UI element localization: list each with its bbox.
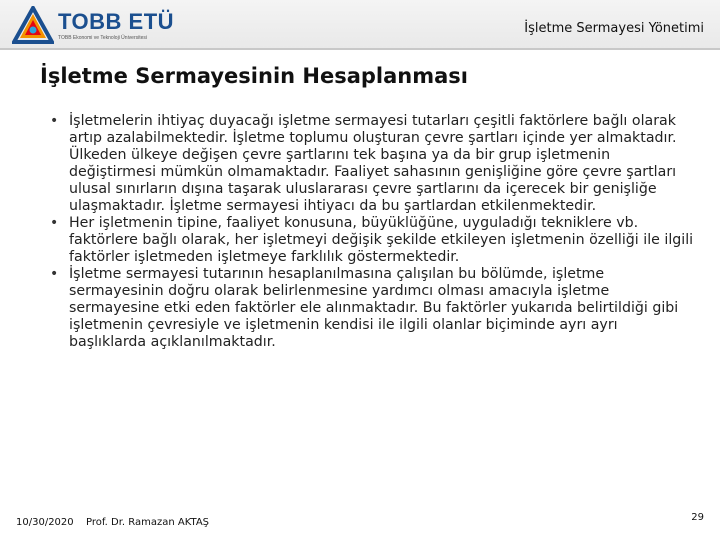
footer-date: 10/30/2020: [16, 517, 74, 528]
logo-text: TOBB ETÜ: [58, 9, 175, 34]
bullet-list: [50, 113, 695, 351]
bullet-icon: •: [50, 113, 59, 129]
bullet-item: [50, 266, 695, 351]
header-bar: [0, 0, 720, 48]
bullet-icon: •: [50, 215, 59, 231]
bullet-text: İşletmelerin ihtiyaç duyacağı işletme sermayesi tutarları çeşitli faktörlere bağlı olarak artıp azalabilmektedir. İşletme toplumu oluşturan çevre şartları içinde yer almaktadır. Ülkeden ülkeye değişen çevre şartlarını tek başına ya da bir grup işletmenin değiştirmesi mümkün olmamaktadır. Faaliyet sahasının genişliğine göre çevre şartları ulusal sınırların dışına taşarak uluslararası çevre şartlarını da içerecek bir genişliğe ulaşmaktadır. İşletme sermayesi ihtiyacı da bu şartlardan etkilenmektedir.: [69, 113, 677, 214]
logo-subtitle: TOBB Ekonomi ve Teknoloji Üniversitesi: [58, 35, 148, 41]
tobb-etu-logo[interactable]: [12, 6, 175, 44]
bullet-item: [50, 113, 695, 215]
bullet-item: [50, 215, 695, 266]
tobb-etu-logo-icon: [12, 6, 54, 44]
page-number: 29: [691, 512, 704, 523]
slide-title: İşletme Sermayesinin Hesaplanması: [40, 64, 468, 88]
bullet-text: Her işletmenin tipine, faaliyet konusuna, büyüklüğüne, uyguladığı tekniklere vb. faktörlere bağlı olarak, her işletmeyi değişik şekilde etkileyen işletmenin özelliği ile ilgili faktörler işletmeden işletmeye farklılık göstermektedir.: [69, 215, 694, 265]
bullet-icon: •: [50, 266, 59, 282]
presentation-title: İşletme Sermayesi Yönetimi: [524, 21, 704, 36]
bullet-text: İşletme sermayesi tutarının hesaplanılmasına çalışılan bu bölümde, işletme sermayesinin doğru olarak belirlenmesine yardımcı olması amacıyla işletme sermayesine etki eden faktörler ele alınmaktadır. Bu faktörler yukarıda belirtildiği gibi işletmenin çevresiyle ve işletmenin kendisi ile ilgili olanlar biçiminde ayrı ayrı başlıklarda açıklanılmaktadır.: [69, 266, 679, 350]
footer-author: Prof. Dr. Ramazan AKTAŞ: [86, 517, 210, 528]
header-divider: [0, 48, 720, 50]
